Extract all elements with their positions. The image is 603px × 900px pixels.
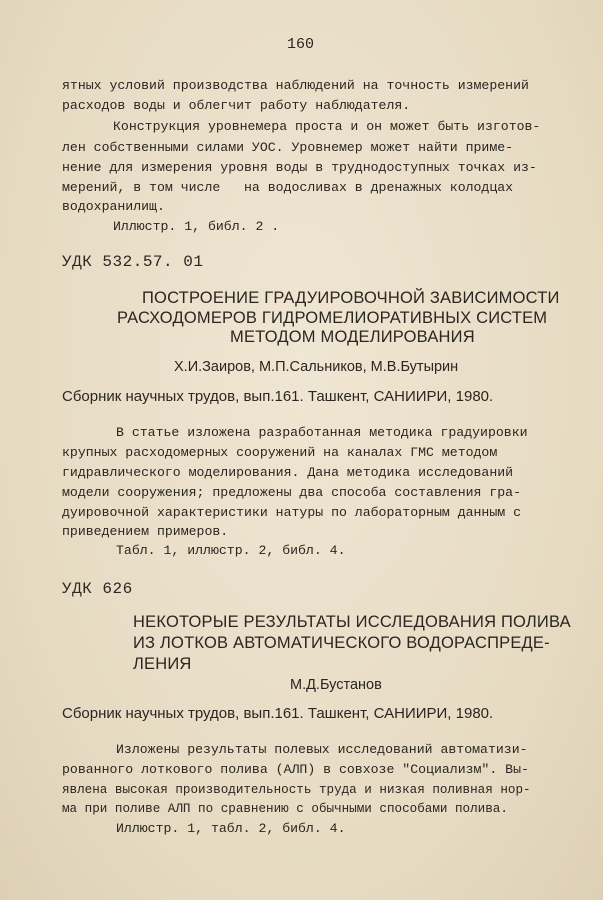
abstract-line: Изложены результаты полевых исследований автоматизи-	[116, 742, 528, 757]
intro-line: нение для измерения уровня воды в труднодоступных точках из-	[62, 160, 537, 175]
page-number: 160	[287, 36, 315, 53]
abstract-line: дуировочной характеристики натуры по лабораторным данным с	[62, 505, 521, 520]
abstract-line: приведением примеров.	[62, 524, 229, 539]
article-refs: Табл. 1, иллюстр. 2, библ. 4.	[116, 543, 346, 558]
abstract-line: рованного лоткового полива (АЛП) в совхозе "Социализм". Вы-	[62, 762, 529, 777]
intro-refs: Иллюстр. 1, библ. 2 .	[113, 219, 280, 234]
intro-line: ятных условий производства наблюдений на точность измерений	[62, 78, 529, 93]
authors: М.Д.Бустанов	[290, 677, 382, 693]
article-refs: Иллюстр. 1, табл. 2, библ. 4.	[116, 821, 346, 836]
abstract-line: явлена высокая производительность труда и низкая поливная нор-	[62, 783, 531, 797]
article-title-line: ИЗ ЛОТКОВ АВТОМАТИЧЕСКОГО ВОДОРАСПРЕДЕ-	[133, 634, 550, 652]
intro-line: Конструкция уровнемера проста и он может быть изготов-	[113, 119, 541, 134]
article-title-line: МЕТОДОМ МОДЕЛИРОВАНИЯ	[230, 328, 475, 346]
article-title-line: ЛЕНИЯ	[133, 655, 192, 673]
source-citation: Сборник научных трудов, вып.161. Ташкент, САНИИРИ, 1980.	[62, 705, 494, 722]
article-title-line: НЕКОТОРЫЕ РЕЗУЛЬТАТЫ ИССЛЕДОВАНИЯ ПОЛИВА	[133, 613, 571, 631]
intro-line: расходов воды и облегчит работу наблюдателя.	[62, 98, 411, 113]
udk-code: УДК 626	[62, 580, 133, 598]
source-citation: Сборник научных трудов, вып.161. Ташкент, САНИИРИ, 1980.	[62, 388, 494, 405]
article-title-line: ПОСТРОЕНИЕ ГРАДУИРОВОЧНОЙ ЗАВИСИМОСТИ	[142, 289, 560, 307]
intro-line: мерений, в том числе на водосливах в дренажных колодцах	[62, 180, 514, 195]
intro-line: лен собственными силами УОС. Уровнемер может найти приме-	[62, 140, 514, 155]
abstract-line: крупных расходомерных сооружений на каналах ГМС методом	[62, 445, 498, 460]
article-title-line: РАСХОДОМЕРОВ ГИДРОМЕЛИОРАТИВНЫХ СИСТЕМ	[117, 309, 548, 327]
udk-code: УДК 532.57. 01	[62, 253, 204, 271]
authors: Х.И.Заиров, М.П.Сальников, М.В.Бутырин	[174, 359, 459, 375]
abstract-line: гидравлического моделирования. Дана методика исследований	[62, 465, 514, 480]
abstract-line: В статье изложена разработанная методика градуировки	[116, 425, 528, 440]
abstract-line: модели сооружения; предложены два способа составления гра-	[62, 485, 521, 500]
abstract-line: ма при поливе АЛП по сравнению с обычными способами полива.	[62, 802, 508, 816]
intro-line: водохранилищ.	[62, 199, 165, 214]
